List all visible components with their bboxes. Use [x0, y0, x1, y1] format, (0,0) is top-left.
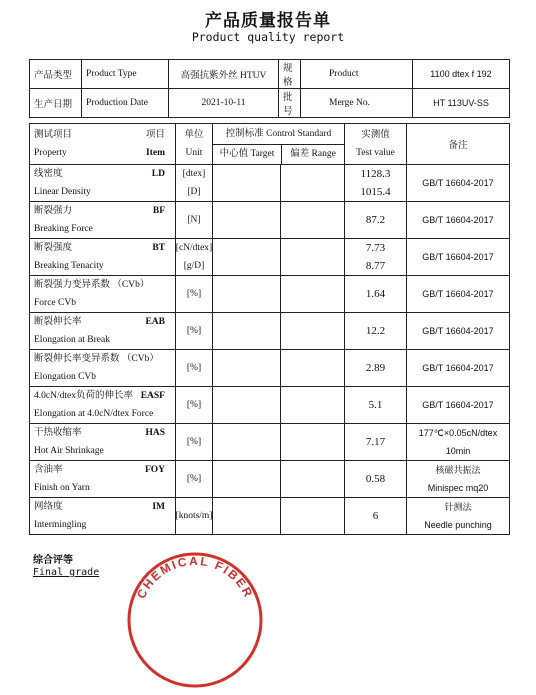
value-cell — [345, 202, 407, 239]
unit-secondary: [g/D] — [183, 261, 205, 271]
unit-cell — [176, 165, 213, 202]
range-cell — [281, 387, 345, 424]
range-cell — [281, 202, 345, 239]
property-en: Finish on Yarn — [34, 483, 90, 493]
range-cell — [281, 350, 345, 387]
property-row — [30, 239, 510, 276]
remark-secondary: 10min — [445, 446, 471, 456]
target-cell — [213, 498, 281, 535]
value-secondary: 8.77 — [365, 260, 386, 272]
value-cell — [345, 313, 407, 350]
spec-value: 1100 dtex f 192 — [413, 60, 510, 89]
value-primary: 0.58 — [365, 473, 386, 485]
remark-cell — [407, 313, 510, 350]
property-row — [30, 498, 510, 535]
property-cell — [30, 276, 176, 313]
report-title-cn: 产品质量报告单 — [205, 11, 331, 30]
remark-primary: GB/T 16604-2017 — [422, 178, 494, 188]
unit-cell — [176, 461, 213, 498]
col-item-en2: Item — [146, 148, 165, 158]
property-cell — [30, 239, 176, 276]
property-row — [30, 202, 510, 239]
property-cell — [30, 350, 176, 387]
header-row-date — [30, 89, 510, 118]
target-cell — [213, 350, 281, 387]
unit-primary: [%] — [186, 363, 202, 373]
remark-primary: 177℃×0.05cN/dtex — [418, 428, 498, 438]
final-grade-label-en: Final grade — [33, 567, 100, 578]
value-primary: 1.64 — [365, 288, 386, 300]
col-remark: 备注 — [407, 124, 510, 165]
property-code: HAS — [145, 428, 165, 438]
col-item-cn: 测试项目 — [34, 130, 73, 140]
unit-primary: [N] — [187, 215, 201, 225]
unit-cell — [176, 387, 213, 424]
batch-value: HT 113UV-SS — [413, 89, 510, 118]
unit-primary: [%] — [186, 474, 202, 484]
remark-cell — [407, 350, 510, 387]
target-cell — [213, 313, 281, 350]
property-en: Elongation at 4.0cN/dtex Force — [34, 409, 154, 419]
remark-primary: GB/T 16604-2017 — [422, 252, 494, 262]
property-cell — [30, 424, 176, 461]
value-cell — [345, 387, 407, 424]
svg-text:CHEMICAL FIBER — [134, 554, 256, 601]
remark-cell — [407, 424, 510, 461]
property-code: FOY — [144, 465, 165, 475]
value-cell — [345, 350, 407, 387]
target-cell — [213, 165, 281, 202]
remark-primary: GB/T 16604-2017 — [422, 363, 494, 373]
report-title-en: Product quality report — [191, 30, 345, 44]
product-type-label-en: Product Type — [82, 60, 169, 89]
property-row — [30, 313, 510, 350]
property-cn: 断裂伸长率 — [34, 317, 82, 327]
property-cn: 断裂强度 — [34, 243, 73, 253]
header-row-product — [30, 60, 510, 89]
product-type-label-cn: 产品类型 — [30, 60, 82, 89]
col-item-cn2: 项目 — [145, 130, 165, 140]
property-row — [30, 461, 510, 498]
remark-cell — [407, 202, 510, 239]
remark-primary: GB/T 16604-2017 — [422, 289, 494, 299]
value-primary: 7.17 — [365, 436, 386, 448]
property-cn: 干热收缩率 — [34, 428, 82, 438]
col-unit-header — [176, 124, 213, 165]
target-cell — [213, 424, 281, 461]
target-cell — [213, 276, 281, 313]
property-code: BF — [152, 206, 165, 216]
remark-cell — [407, 387, 510, 424]
product-type-value: 高强抗紫外丝 HTUV — [169, 60, 279, 89]
col-unit-cn: 单位 — [184, 130, 204, 140]
col-unit-en: Unit — [185, 148, 203, 158]
property-code: EAB — [145, 317, 165, 327]
unit-cell — [176, 276, 213, 313]
unit-primary: [knots/m] — [175, 511, 213, 521]
target-cell — [213, 387, 281, 424]
batch-label-en: Merge No. — [301, 89, 413, 118]
value-primary: 7.73 — [365, 242, 386, 254]
property-code: EASF — [140, 391, 165, 401]
batch-label-cn: 批号 — [279, 89, 301, 118]
spec-label-en: Product — [301, 60, 413, 89]
range-cell — [281, 461, 345, 498]
property-cn: 含油率 — [34, 465, 63, 475]
property-en: Breaking Tenacity — [34, 261, 104, 271]
final-grade-label-cn: 综合评等 — [33, 555, 73, 566]
property-code: IM — [152, 502, 165, 512]
seal-text: CHEMICAL FIBER — [133, 553, 257, 601]
property-cell — [30, 313, 176, 350]
remark-cell — [407, 461, 510, 498]
value-cell — [345, 461, 407, 498]
col-property-header — [30, 124, 176, 165]
range-cell — [281, 239, 345, 276]
unit-cell — [176, 313, 213, 350]
property-cell — [30, 387, 176, 424]
property-cn: 断裂强力 — [34, 206, 73, 216]
value-primary: 12.2 — [365, 325, 386, 337]
range-cell — [281, 165, 345, 202]
property-row — [30, 350, 510, 387]
production-date-label-en: Production Date — [82, 89, 169, 118]
remark-primary: 核磁共振法 — [435, 465, 481, 475]
remark-cell — [407, 498, 510, 535]
range-cell — [281, 498, 345, 535]
col-range: 偏差 Range — [290, 149, 336, 159]
property-row — [30, 276, 510, 313]
value-secondary: 1015.4 — [360, 186, 391, 198]
property-cn: 网络度 — [34, 502, 63, 512]
property-cell — [30, 202, 176, 239]
remark-primary: GB/T 16604-2017 — [422, 215, 494, 225]
col-measured-cn: 实测值 — [361, 130, 390, 140]
value-cell — [345, 498, 407, 535]
remark-primary: GB/T 16604-2017 — [422, 400, 494, 410]
property-en: Breaking Force — [34, 224, 93, 234]
unit-cell — [176, 424, 213, 461]
range-cell — [281, 276, 345, 313]
unit-primary: [%] — [186, 437, 202, 447]
col-control-std: 控制标准 Control Standard — [213, 124, 344, 145]
property-code: LD — [151, 169, 165, 179]
value-primary: 87.2 — [365, 214, 386, 226]
property-row — [30, 424, 510, 461]
production-date-label-cn: 生产日期 — [30, 89, 82, 118]
value-primary: 1128.3 — [360, 168, 391, 180]
property-cell — [30, 461, 176, 498]
col-control-header — [213, 124, 345, 165]
remark-cell — [407, 239, 510, 276]
unit-primary: [%] — [186, 289, 202, 299]
value-cell — [345, 165, 407, 202]
col-measured-en: Test value — [356, 148, 395, 158]
property-cn: 4.0cN/dtex负荷的伸长率 — [34, 391, 133, 401]
remark-primary: GB/T 16604-2017 — [422, 326, 494, 336]
value-cell — [345, 424, 407, 461]
target-cell — [213, 202, 281, 239]
col-measured-header — [345, 124, 407, 165]
unit-primary: [%] — [186, 400, 202, 410]
value-primary: 2.89 — [365, 362, 386, 374]
unit-cell — [176, 239, 213, 276]
unit-primary: [dtex] — [182, 169, 206, 179]
property-code: BT — [152, 243, 165, 253]
property-cn: 断裂强力变异系数 （CVb） — [34, 280, 150, 290]
property-cn: 断裂伸长率变异系数 （CVb） — [34, 354, 159, 364]
target-cell — [213, 461, 281, 498]
property-en: Hot Air Shrinkage — [34, 446, 104, 456]
value-primary: 5.1 — [368, 399, 383, 411]
property-cell — [30, 165, 176, 202]
remark-primary: 针测法 — [444, 502, 472, 512]
col-target: 中心值 Target — [213, 145, 282, 164]
property-en: Intermingling — [34, 520, 87, 530]
unit-cell — [176, 202, 213, 239]
remark-secondary: Minispec mq20 — [427, 483, 489, 493]
property-en: Linear Density — [34, 187, 91, 197]
col-item-en: Property — [34, 148, 67, 158]
remark-secondary: Needle punching — [424, 520, 492, 530]
unit-cell — [176, 498, 213, 535]
property-row — [30, 387, 510, 424]
value-primary: 6 — [372, 510, 379, 522]
production-date-value: 2021-10-11 — [169, 89, 279, 118]
column-header-row — [30, 124, 510, 165]
value-cell — [345, 276, 407, 313]
remark-cell — [407, 276, 510, 313]
unit-primary: [cN/dtex] — [175, 243, 213, 253]
range-cell — [281, 313, 345, 350]
unit-cell — [176, 350, 213, 387]
properties-table — [29, 123, 510, 535]
value-cell — [345, 239, 407, 276]
target-cell — [213, 239, 281, 276]
property-en: Elongation at Break — [34, 335, 110, 345]
range-cell — [281, 424, 345, 461]
remark-cell — [407, 165, 510, 202]
property-cn: 线密度 — [34, 169, 63, 179]
company-seal — [120, 545, 270, 695]
header-table — [29, 59, 510, 118]
unit-secondary: [D] — [187, 187, 201, 197]
property-en: Force CVb — [34, 298, 76, 308]
unit-primary: [%] — [186, 326, 202, 336]
property-cell — [30, 498, 176, 535]
property-en: Elongation CVb — [34, 372, 97, 382]
property-row — [30, 165, 510, 202]
spec-label-cn: 规格 — [279, 60, 301, 89]
